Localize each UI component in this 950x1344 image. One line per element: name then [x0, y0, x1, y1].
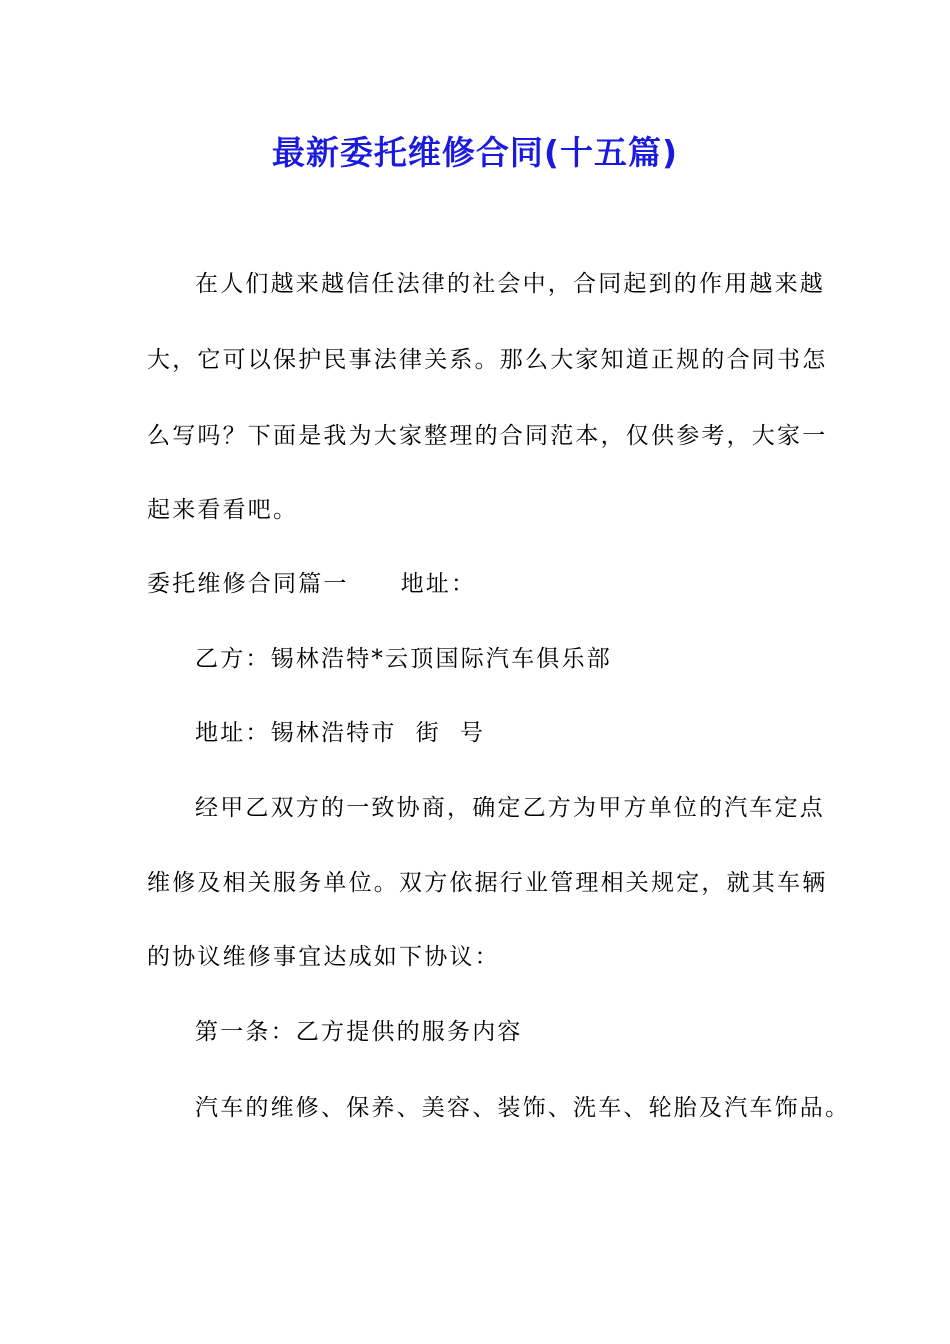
article1-heading: 第一条：乙方提供的服务内容: [195, 1019, 523, 1045]
article1-body: 汽车的维修、保养、美容、装饰、洗车、轮胎及汽车饰品。: [195, 1095, 851, 1121]
party-b-line: 乙方：锡林浩特*云顶国际汽车俱乐部: [195, 646, 612, 672]
agreement-line-3: 的协议维修事宜达成如下协议：: [147, 944, 500, 970]
intro-line-3: 么写吗？下面是我为大家整理的合同范本，仅供参考，大家一: [147, 423, 828, 449]
section-address-label: 地址：: [400, 571, 477, 597]
section-heading: 委托维修合同篇一: [147, 571, 349, 597]
party-b-address-line: 地址：锡林浩特市 街 号: [195, 720, 486, 746]
document-title: 最新委托维修合同(十五篇): [271, 133, 679, 172]
intro-line-4: 起来看看吧。: [147, 497, 299, 523]
intro-line-1: 在人们越来越信任法律的社会中，合同起到的作用越来越: [195, 271, 825, 297]
intro-line-2: 大，它可以保护民事法律关系。那么大家知道正规的合同书怎: [147, 347, 828, 373]
agreement-line-2: 维修及相关服务单位。双方依据行业管理相关规定，就其车辆: [147, 870, 828, 896]
agreement-line-1: 经甲乙双方的一致协商，确定乙方为甲方单位的汽车定点: [195, 795, 825, 821]
section-heading-line: [147, 569, 476, 599]
